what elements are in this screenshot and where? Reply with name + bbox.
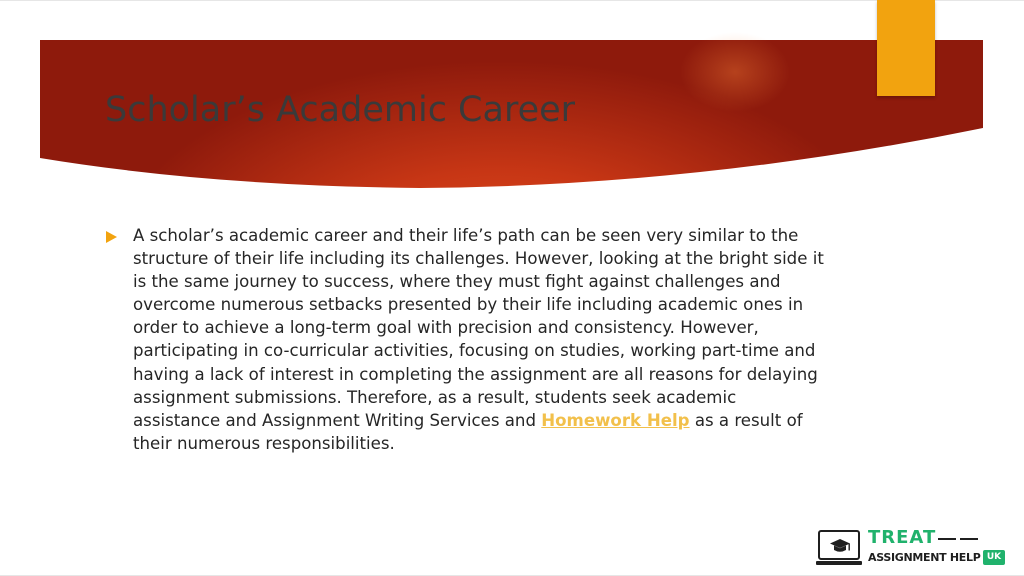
brand-logo bbox=[818, 527, 1010, 569]
bullet-paragraph bbox=[133, 224, 826, 455]
paragraph-text-end: as a result of their numerous responsibilities. bbox=[133, 410, 803, 453]
logo-dash bbox=[960, 538, 978, 540]
monitor-stand bbox=[816, 561, 862, 565]
homework-help-link[interactable]: Homework Help bbox=[541, 410, 690, 430]
banner-glow bbox=[680, 32, 790, 112]
logo-dash bbox=[938, 538, 956, 540]
slide-content bbox=[106, 224, 826, 455]
slide-title: Scholar’s Academic Career bbox=[105, 90, 576, 130]
paragraph-text: A scholar’s academic career and their life’s path can be seen very similar to the structure of their life including its challenges. However, looking at the bright side it is the same journey to success, where they must fight against challenges and overcome numerous setbacks presented by their life including academic ones in order to achieve a long-term goal with precision and consistency. However, participating in co-curricular activities, focusing on studies, working part-time and having a lack of interest in completing the assignment are all reasons for delaying assignment submissions. Therefore, as a result, students seek academic assistance and Assignment Writing Services and bbox=[133, 226, 824, 430]
bullet-item bbox=[106, 224, 826, 455]
logo-tagline: ASSIGNMENT HELP bbox=[868, 551, 981, 564]
bullet-arrow-icon bbox=[106, 231, 117, 243]
logo-badge: UK bbox=[983, 550, 1005, 565]
accent-tab bbox=[877, 0, 935, 96]
graduation-cap-monitor-icon bbox=[818, 530, 860, 560]
logo-brand: TREAT bbox=[868, 527, 937, 548]
graduation-cap-icon bbox=[829, 537, 851, 555]
